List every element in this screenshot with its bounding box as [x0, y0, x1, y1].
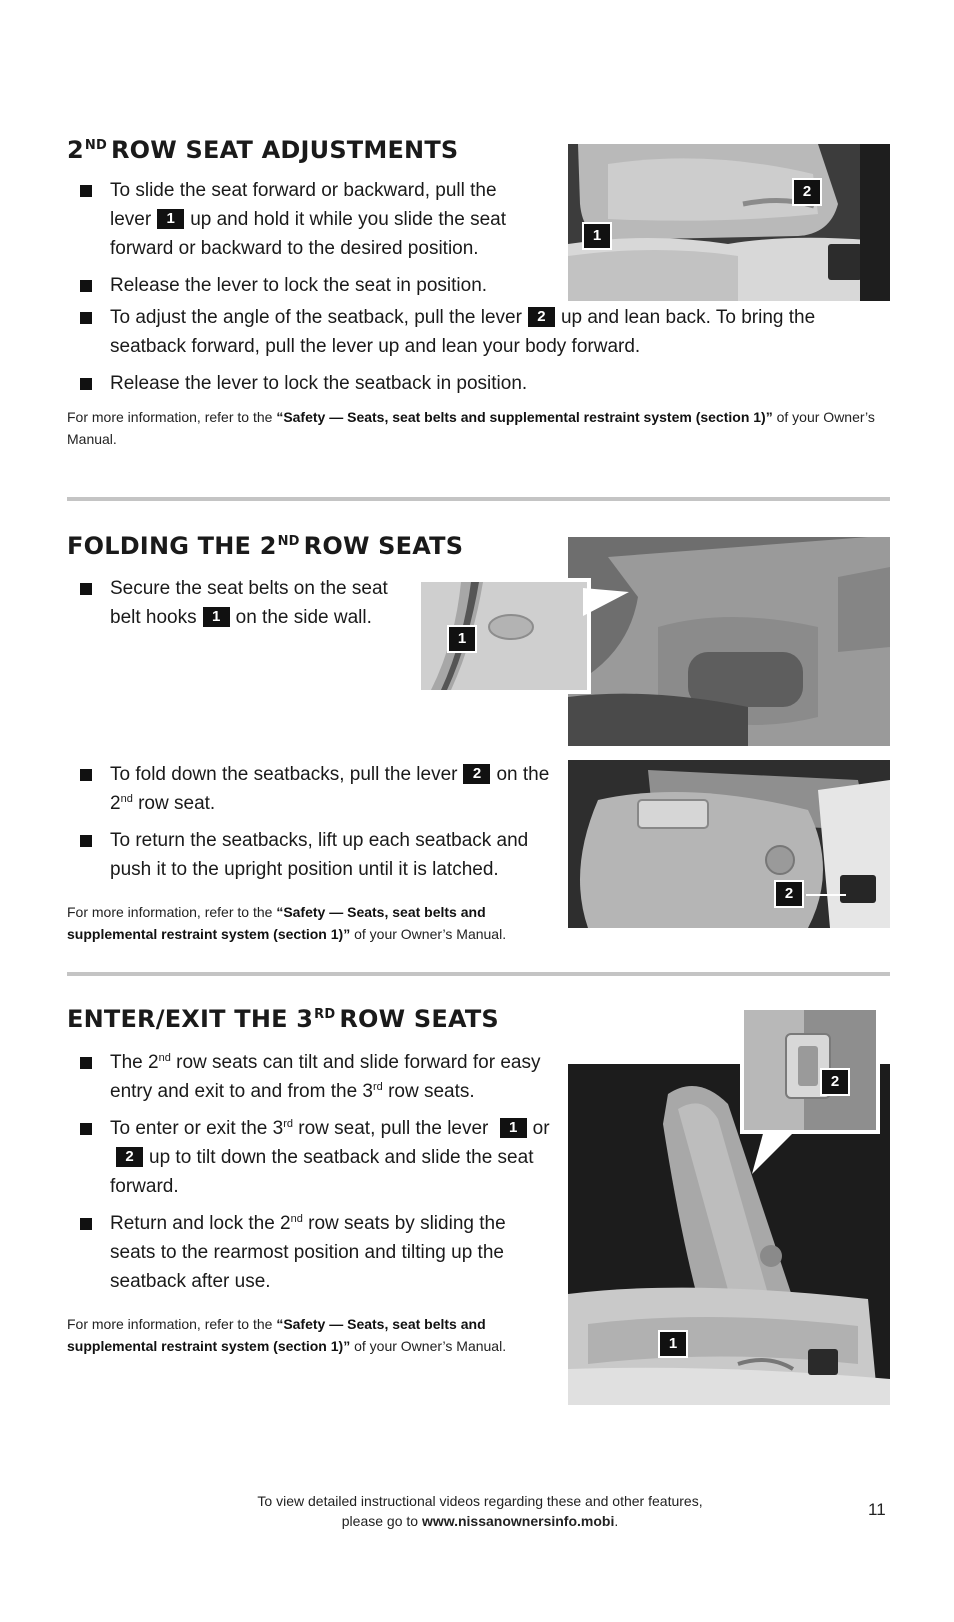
belt-hook-inset-illustration	[421, 582, 587, 690]
heading-text: ENTER/EXIT THE 3	[67, 1005, 314, 1033]
callout-badge-1: 1	[500, 1118, 527, 1138]
heading-text: ROW SEAT ADJUSTMENTS	[110, 136, 459, 164]
section-heading-2nd-row-seat-adjustments	[67, 136, 458, 164]
section-heading-enter-exit-3rd-row	[67, 1005, 499, 1033]
callout-badge-1: 1	[203, 607, 230, 627]
side-wall-photo-illustration	[568, 537, 890, 746]
bullet-list-seatback-angle	[80, 303, 860, 406]
photo-callout-2: 2	[774, 880, 804, 908]
photo-inset-tilt-lever	[740, 1006, 880, 1134]
callout-badge-2: 2	[528, 307, 555, 327]
list-item: To return the seatbacks, lift up each seatback and push it to the upright position until it is latched.	[80, 826, 550, 884]
inset-pointer-arrow-icon	[752, 1130, 796, 1174]
list-item: The 2nd row seats can tilt and slide forward for easy entry and exit to and from the 3rd row seats.	[80, 1048, 550, 1106]
heading-ordinal: ND	[84, 138, 107, 153]
section-divider	[67, 972, 890, 976]
bullet-list-enter-exit	[80, 1048, 550, 1304]
reference-note: For more information, refer to the “Safety — Seats, seat belts and supplemental restraint system (section 1)” of your Owner’s Manual.	[67, 1316, 507, 1354]
bullet-square-icon	[80, 185, 92, 197]
bullet-square-icon	[80, 378, 92, 390]
list-item: To fold down the seatbacks, pull the lever 2 on the 2nd row seat.	[80, 760, 550, 818]
heading-ordinal: RD	[314, 1007, 336, 1022]
page-number: 11	[868, 1500, 886, 1519]
reference-note: For more information, refer to the “Safety — Seats, seat belts and supplemental restraint system (section 1)” of your Owner’s Manual.	[67, 409, 875, 447]
photo-callout-2: 2	[792, 178, 822, 206]
seatback-photo-illustration	[568, 760, 890, 928]
footer-line: To view detailed instructional videos regarding these and other features,	[257, 1493, 703, 1509]
seat-photo-illustration	[568, 144, 890, 301]
photo-seat-levers	[568, 144, 890, 301]
photo-callout-1: 1	[582, 222, 612, 250]
tilt-lever-inset-illustration	[744, 1010, 876, 1130]
callout-badge-2: 2	[116, 1147, 143, 1167]
photo-callout-1: 1	[658, 1330, 688, 1358]
bullet-list-fold-seatbacks	[80, 760, 550, 892]
callout-leader-line	[806, 894, 846, 896]
list-item: To adjust the angle of the seatback, pull the lever 2 up and lean back. To bring the seatback forward, pull the lever up and lean your body forward.	[80, 303, 860, 361]
callout-badge-2: 2	[463, 764, 490, 784]
bullet-square-icon	[80, 312, 92, 324]
owners-info-link[interactable]: www.nissanownersinfo.mobi	[421, 1513, 615, 1529]
bullet-list-belt-hooks	[80, 574, 420, 640]
heading-ordinal: ND	[277, 534, 300, 549]
bullet-square-icon	[80, 280, 92, 292]
list-item: To slide the seat forward or backward, pull the lever 1 up and hold it while you slide the seat forward or backward to the desired position.	[80, 176, 530, 263]
list-item: Secure the seat belts on the seat belt hooks 1 on the side wall.	[80, 574, 420, 632]
list-item: To enter or exit the 3rd row seat, pull the lever 1 or2 up to tilt down the seatback and slide the seat forward.	[80, 1114, 550, 1201]
bullet-square-icon	[80, 1123, 92, 1135]
inset-pointer-arrow-icon	[583, 588, 633, 616]
section-divider	[67, 497, 890, 501]
callout-badge-1: 1	[157, 209, 184, 229]
footer-line: please go to www.nissanownersinfo.mobi.	[341, 1513, 619, 1529]
heading-text: ROW SEATS	[303, 532, 464, 560]
heading-text: 2	[67, 136, 84, 164]
photo-callout-1: 1	[447, 625, 477, 653]
photo-cargo-side-wall	[568, 537, 890, 746]
bullet-square-icon	[80, 769, 92, 781]
bullet-square-icon	[80, 835, 92, 847]
heading-text: FOLDING THE 2	[67, 532, 277, 560]
photo-inset-belt-hook	[417, 578, 591, 694]
list-item: Release the lever to lock the seatback in position.	[80, 369, 860, 398]
photo-seatback-fold-lever	[568, 760, 890, 928]
bullet-square-icon	[80, 1218, 92, 1230]
bullet-square-icon	[80, 1057, 92, 1069]
page-footer	[180, 1491, 780, 1531]
list-item: Return and lock the 2nd row seats by sliding the seats to the rearmost position and tilting up the seatback after use.	[80, 1209, 550, 1296]
reference-note: For more information, refer to the “Safety — Seats, seat belts and supplemental restraint system (section 1)” of your Owner’s Manual.	[67, 904, 507, 942]
bullet-square-icon	[80, 583, 92, 595]
bullet-list-seat-adjustments	[80, 176, 530, 308]
photo-callout-2: 2	[820, 1068, 850, 1096]
list-item: Release the lever to lock the seat in position.	[80, 271, 530, 300]
section-heading-folding-2nd-row-seats	[67, 532, 463, 560]
heading-text: ROW SEATS	[339, 1005, 499, 1033]
